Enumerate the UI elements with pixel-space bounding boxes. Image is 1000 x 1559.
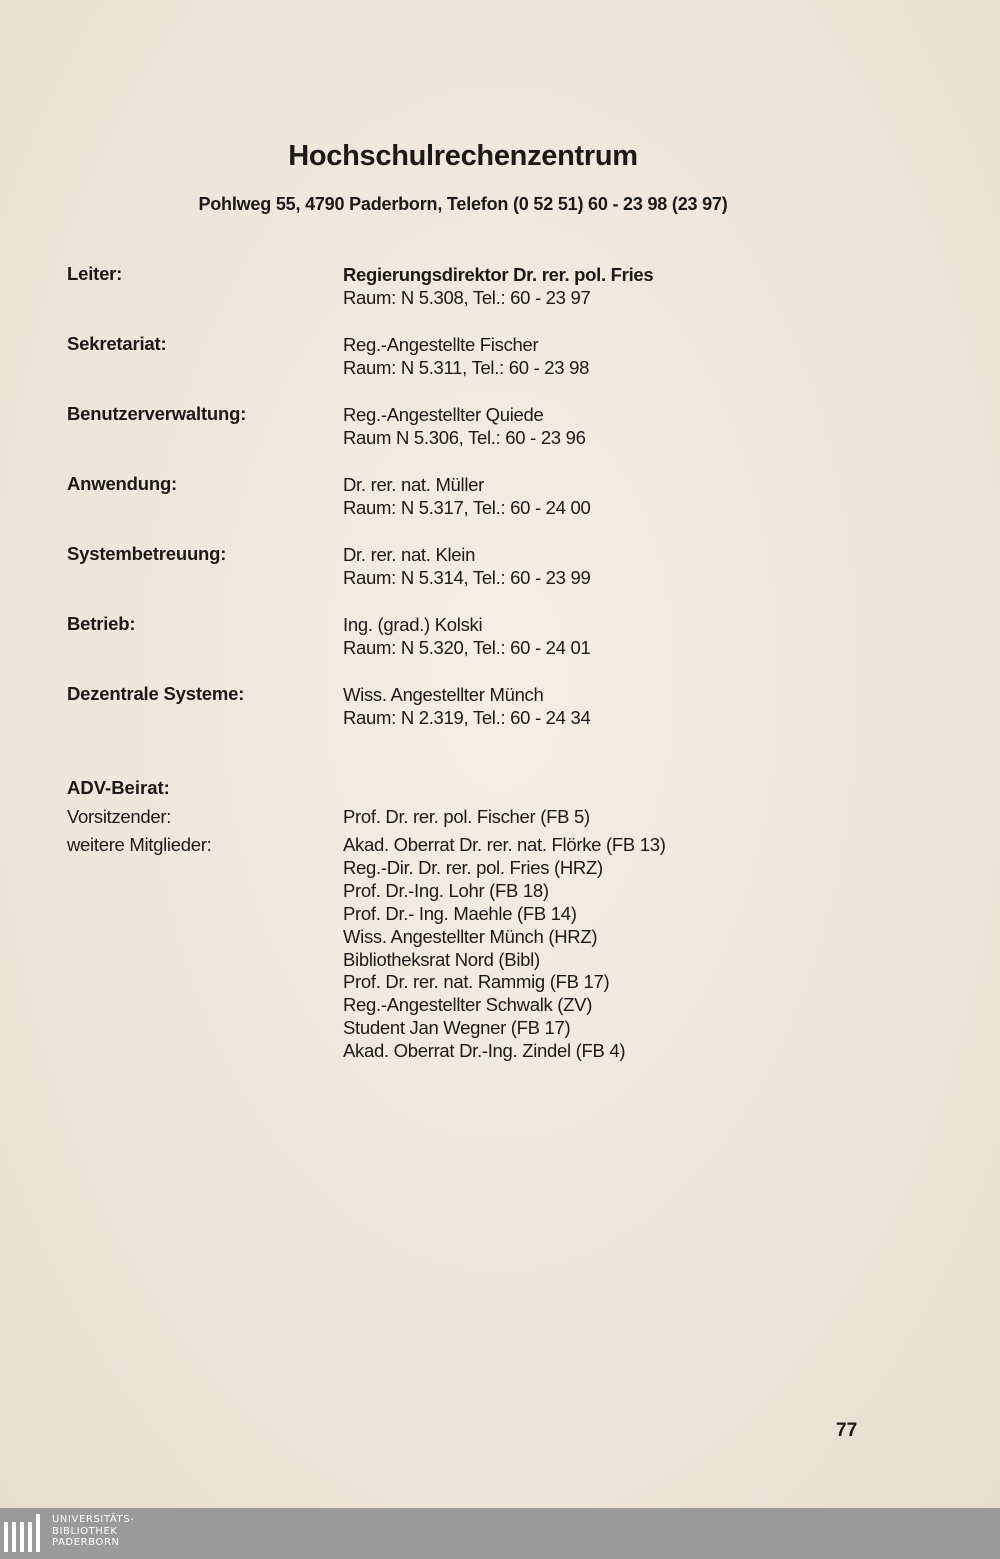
library-logo-text bbox=[52, 1514, 134, 1549]
library-footer-bar bbox=[0, 1508, 1000, 1559]
entry-row-sekretariat bbox=[67, 333, 927, 383]
chair-value: Prof. Dr. rer. pol. Fischer (FB 5) bbox=[343, 806, 590, 827]
entry-label: Sekretariat: bbox=[67, 333, 167, 354]
entry-value bbox=[343, 683, 590, 729]
entry-name: Reg.-Angestellte Fischer bbox=[343, 334, 539, 355]
page-number: 77 bbox=[836, 1420, 858, 1441]
list-item: Prof. Dr.- Ing. Maehle (FB 14) bbox=[343, 902, 577, 924]
entry-value bbox=[343, 403, 586, 449]
members-label: weitere Mitglieder: bbox=[67, 834, 212, 855]
entry-name: Ing. (grad.) Kolski bbox=[343, 614, 483, 635]
beirat-heading: ADV-Beirat: bbox=[67, 777, 170, 798]
entry-value bbox=[343, 613, 590, 659]
entry-label: Anwendung: bbox=[67, 473, 178, 494]
list-item: Student Jan Wegner (FB 17) bbox=[343, 1017, 571, 1039]
entry-name: Wiss. Angestellter Münch bbox=[343, 684, 544, 705]
entry-value bbox=[343, 263, 653, 309]
entry-detail: Raum: N 5.308, Tel.: 60 - 23 97 bbox=[343, 287, 591, 308]
list-item: Wiss. Angestellter Münch (HRZ) bbox=[343, 925, 598, 947]
logo-line: BIBLIOTHEK bbox=[52, 1525, 118, 1537]
entry-detail: Raum: N 5.320, Tel.: 60 - 24 01 bbox=[343, 637, 591, 658]
entry-value bbox=[343, 473, 590, 519]
entry-detail: Raum: N 2.319, Tel.: 60 - 24 34 bbox=[343, 707, 591, 728]
list-item: Prof. Dr. rer. nat. Rammig (FB 17) bbox=[343, 971, 610, 993]
entry-label: Leiter: bbox=[67, 263, 123, 284]
entry-detail: Raum: N 5.314, Tel.: 60 - 23 99 bbox=[343, 567, 591, 588]
entry-row-dezentrale-systeme bbox=[67, 683, 927, 733]
list-item: Akad. Oberrat Dr. rer. nat. Flörke (FB 13) bbox=[343, 834, 666, 855]
entry-name: Reg.-Angestellter Quiede bbox=[343, 404, 544, 425]
entry-row-benutzerverwaltung bbox=[67, 403, 927, 453]
page-title: Hochschulrechenzentrum bbox=[288, 140, 638, 172]
entry-name: Regierungsdirektor Dr. rer. pol. Fries bbox=[343, 264, 654, 285]
list-item: Reg.-Dir. Dr. rer. pol. Fries (HRZ) bbox=[343, 856, 603, 878]
members-list bbox=[343, 834, 666, 1063]
chair-label: Vorsitzender: bbox=[67, 806, 172, 827]
list-item: Akad. Oberrat Dr.-Ing. Zindel (FB 4) bbox=[343, 1040, 626, 1062]
logo-line: PADERBORN bbox=[52, 1537, 120, 1548]
logo-line: UNIVERSITÄTS- bbox=[52, 1514, 135, 1525]
entry-label: Betrieb: bbox=[67, 613, 136, 634]
entry-name: Dr. rer. nat. Müller bbox=[343, 474, 485, 495]
list-item: Reg.-Angestellter Schwalk (ZV) bbox=[343, 994, 593, 1016]
list-item: Prof. Dr.-Ing. Lohr (FB 18) bbox=[343, 879, 549, 901]
entry-value bbox=[343, 333, 589, 379]
entry-label: Dezentrale Systeme: bbox=[67, 683, 245, 704]
library-logo-icon bbox=[2, 1512, 44, 1556]
entry-value bbox=[343, 543, 590, 589]
entry-label: Systembetreuung: bbox=[67, 543, 227, 564]
list-item: Bibliotheksrat Nord (Bibl) bbox=[343, 948, 540, 970]
entry-detail: Raum: N 5.311, Tel.: 60 - 23 98 bbox=[343, 357, 590, 378]
entry-row-betrieb bbox=[67, 613, 927, 663]
entry-row-systembetreuung bbox=[67, 543, 927, 593]
address-line: Pohlweg 55, 4790 Paderborn, Telefon (0 52 51) 60 - 23 98 (23 97) bbox=[198, 194, 728, 214]
entry-row-leiter bbox=[67, 263, 927, 313]
entry-detail: Raum N 5.306, Tel.: 60 - 23 96 bbox=[343, 427, 586, 448]
entry-row-anwendung bbox=[67, 473, 927, 523]
entry-name: Dr. rer. nat. Klein bbox=[343, 544, 476, 565]
entry-detail: Raum: N 5.317, Tel.: 60 - 24 00 bbox=[343, 497, 591, 518]
entry-label: Benutzerverwaltung: bbox=[67, 403, 247, 424]
